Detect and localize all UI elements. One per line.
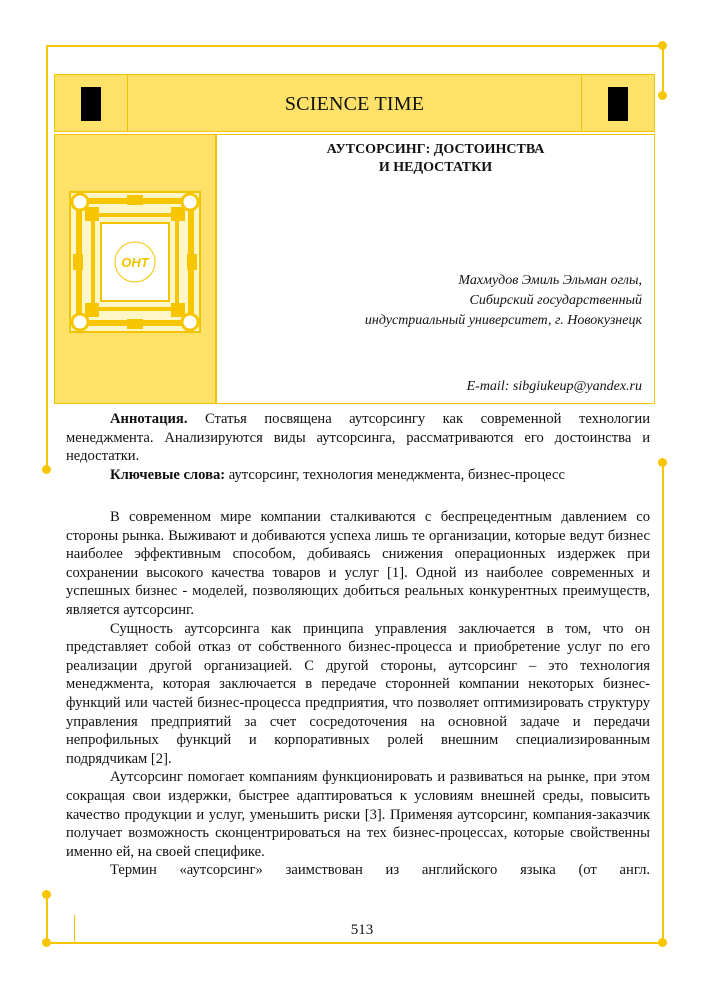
page-number: 513 — [350, 922, 374, 938]
header-left-block — [81, 87, 101, 121]
article-body — [66, 508, 650, 880]
body-paragraph-4: Термин «аутсорсинг» заимствован из английского языка (от англ. — [110, 862, 650, 879]
header-right-block — [608, 87, 628, 121]
journal-header — [54, 74, 655, 132]
journal-title: SCIENCE TIME — [284, 93, 425, 115]
frame-dot-left-bottom — [42, 890, 51, 899]
frame-top-line — [46, 45, 664, 47]
article-title — [217, 141, 654, 177]
logo-text: ОНТ — [121, 255, 149, 270]
keywords-text: аутсорсинг, технология менеджмента, бизнес-процесс — [225, 466, 565, 483]
abstract-text: Статья посвящена аутсорсингу как современной технологии менеджмента. Анализируются виды аутсорсинга, рассматриваются его достоинства и недостатки. — [66, 411, 650, 465]
frame-right-line-top — [662, 45, 664, 95]
frame-left-line-top — [46, 45, 48, 470]
body-paragraph-2: Сущность аутсорсинга как принципа управления заключается в том, что он представляет собой отказ от собственного бизнес-процесса и приобретение услуг по его реализации другой организацией. С другой стороны, аутсорсинг – это технология менеджмента, которая заключается в передаче сторонней компании некоторых бизнес-функций или частей бизнес-процесса предприятия, что позволяет оптимизировать структуру управления предприятий за счет сосредоточения на основной задаче и передачи непрофильных функций и корпоративных ролей внешним специализированным подрядчикам [2]. — [66, 620, 650, 767]
article-title-line2: И НЕДОСТАТКИ — [378, 160, 493, 175]
abstract-paragraph — [66, 410, 650, 466]
frame-dot-top-right — [658, 41, 667, 50]
frame-dot-left-mid — [42, 465, 51, 474]
article-title-line1: АУТСОРСИНГ: ДОСТОИНСТВА — [326, 142, 545, 157]
abstract-label: Аннотация. — [110, 411, 188, 427]
body-paragraph-3: Аутсорсинг помогает компаниям функционировать и развиваться на рынке, при этом сокращая свои издержки, быстрее адаптироваться к условиям внешней среды, повысить качество продукции и услуг, уменьшить риски [3]. Применяя аутсорсинг, компания-заказчик получает возможность сконцентрироваться на тех бизнес-процессах, которые свойственны именно ей, на своей специфике. — [66, 769, 650, 860]
author-block — [365, 271, 642, 331]
author-affiliation-2: индустриальный университет, г. Новокузнецк — [364, 313, 642, 328]
author-email: E-mail: sibgiukeup@yandex.ru — [466, 379, 642, 394]
ornament-logo — [65, 187, 205, 337]
author-name: Махмудов Эмиль Эльман оглы, — [458, 273, 642, 288]
abstract-section — [66, 410, 650, 484]
frame-dot-bottom-left — [42, 938, 51, 947]
frame-dot-bottom-right — [658, 938, 667, 947]
frame-right-line — [662, 462, 664, 942]
keywords-paragraph — [66, 466, 650, 485]
author-affiliation-1: Сибирский государственный — [469, 293, 642, 308]
article-info-box — [216, 134, 655, 404]
frame-dot-right-top — [658, 91, 667, 100]
frame-bottom-line — [46, 942, 664, 944]
keywords-label: Ключевые слова: — [110, 466, 226, 483]
body-paragraph-1: В современном мире компании сталкиваются с беспрецедентным давлением со стороны рынка. Выживают и добиваются успеха лишь те организации, которые ведут бизнес наиболее эффективным способом, добиваясь снижения операционных издержек при сохранении высокого качества товаров и услуг [1]. Одной из наиболее современных и успешных бизнес - моделей, позволяющих добиться реальных конкурентных преимуществ, является аутсорсинг. — [66, 509, 650, 618]
frame-dot-right-mid — [658, 458, 667, 467]
logo-panel — [54, 134, 216, 404]
